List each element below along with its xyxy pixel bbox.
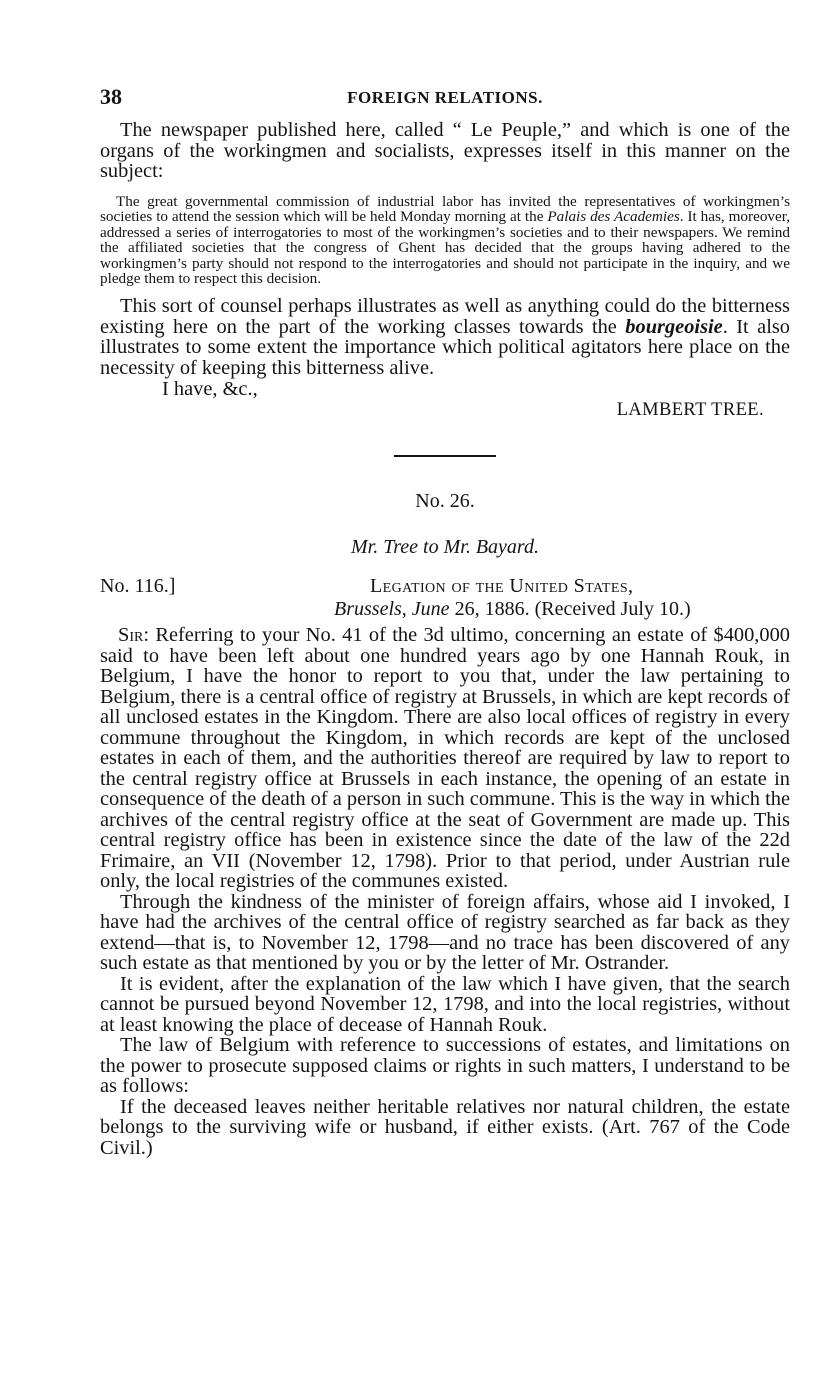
signature: LAMBERT TREE.	[616, 400, 764, 421]
counsel-bourgeoisie: bourgeoisie	[625, 315, 723, 338]
date-month: June	[411, 598, 450, 621]
letter-p1-text: : Referring to your No. 41 of the 3d ultimo, concerning an estate of $400,000 said to have been left about one hundred years ago by one Hannah Rouk, in Belgium, I have the honor to report to you that, under the law pertaining to Belgium, there is a central office of registry at Brussels, in which are kept records of all unclosed estates in the Kingdom. There are also local offices of registry in every commune throughout the Kingdom, in which records are kept of the unclosed estates in each of them, and the authorities thereof are required by law to report to the central registry office at Brussels in each instance, the opening of an estate in consequence of the death of a person in such commune. This is the way in which the archives of the central registry office at the seat of Government are made up. This central registry office has been in existence since the date of the law of the 22d Frimaire, an VII (November 12, 1798). Prior to that period, under Austrian rule only, the local registries of the communes existed.	[100, 624, 790, 893]
letter-paragraph-2: Through the kindness of the minister of foreign affairs, whose aid I invoked, I have had the archives of the central office of registry searched as far back as they extend—that is, to November 12, 1798—and no trace has been discovered of any such estate as that mentioned by you or by the letter of Mr. Ostrander.	[100, 890, 790, 975]
legation-name: Legation of the United States,	[370, 575, 634, 598]
quoted-newspaper-text	[100, 194, 790, 288]
closing-line: I have, &c.,	[162, 378, 258, 401]
date-rest: 26, 1886. (Received July 10.)	[449, 598, 691, 621]
document-title: Mr. Tree to Mr. Bayard.	[351, 536, 539, 559]
intro-paragraph: The newspaper published here, called “ Le Peuple,” and which is one of the organs of the workingmen and socialists, expresses itself in this manner on the subject:	[100, 119, 790, 182]
place-and-date: Brussels, June 26, 1886. (Received July 10.)	[334, 598, 691, 621]
document-number: No. 26.	[415, 490, 475, 513]
letter-paragraph-3: It is evident, after the explanation of the law which I have given, that the search cannot be pursued beyond November 12, 1798, and into the local registries, without at least knowing the place of decease of Hannah Rouk.	[100, 972, 790, 1036]
section-divider	[394, 455, 496, 457]
letter-paragraph-5: If the deceased leaves neither heritable relatives nor natural children, the estate belongs to the surviving wife or husband, if either exists. (Art. 767 of the Code Civil.)	[100, 1095, 790, 1159]
quote-part-2: . It has, moreover, addressed a series of interrogatories to most of the workingmen’s societies and to their newspapers. We remind the affiliated societies that the congress of Ghent has decided that the groups having adhered to the workingmen’s party should not respond to the interrogatories and should not participate in the inquiry, and we pledge them to respect this decision.	[100, 208, 791, 288]
counsel-part-1: This sort of counsel perhaps illustrates as well as anything could do the bitterness existing here on the part of the working classes towards the	[100, 295, 790, 338]
running-head: FOREIGN RELATIONS.	[347, 88, 543, 107]
page-number: 38	[100, 84, 122, 109]
letter-paragraph-1	[100, 625, 790, 892]
quote-venue: Palais des Academies	[547, 208, 680, 226]
quote-part-1: The great governmental commission of industrial labor has invited the representatives of workingmen’s societies to attend the session which will be held Monday morning at the	[100, 192, 790, 226]
counsel-part-2: . It also illustrates to some extent the importance which political agitators here place on the necessity of keeping this bitterness alive.	[100, 315, 790, 379]
document-page	[100, 84, 790, 1158]
dispatch-number: No. 116.]	[100, 575, 176, 598]
counsel-paragraph	[100, 296, 790, 378]
salutation: Sir	[118, 624, 144, 647]
letter-paragraph-4: The law of Belgium with reference to successions of estates, and limitations on the power to prosecute supposed claims or rights in such matters, I understand to be as follows:	[100, 1034, 790, 1098]
page-header	[100, 84, 790, 120]
dateline	[100, 575, 790, 625]
city: Brussels	[334, 598, 402, 621]
